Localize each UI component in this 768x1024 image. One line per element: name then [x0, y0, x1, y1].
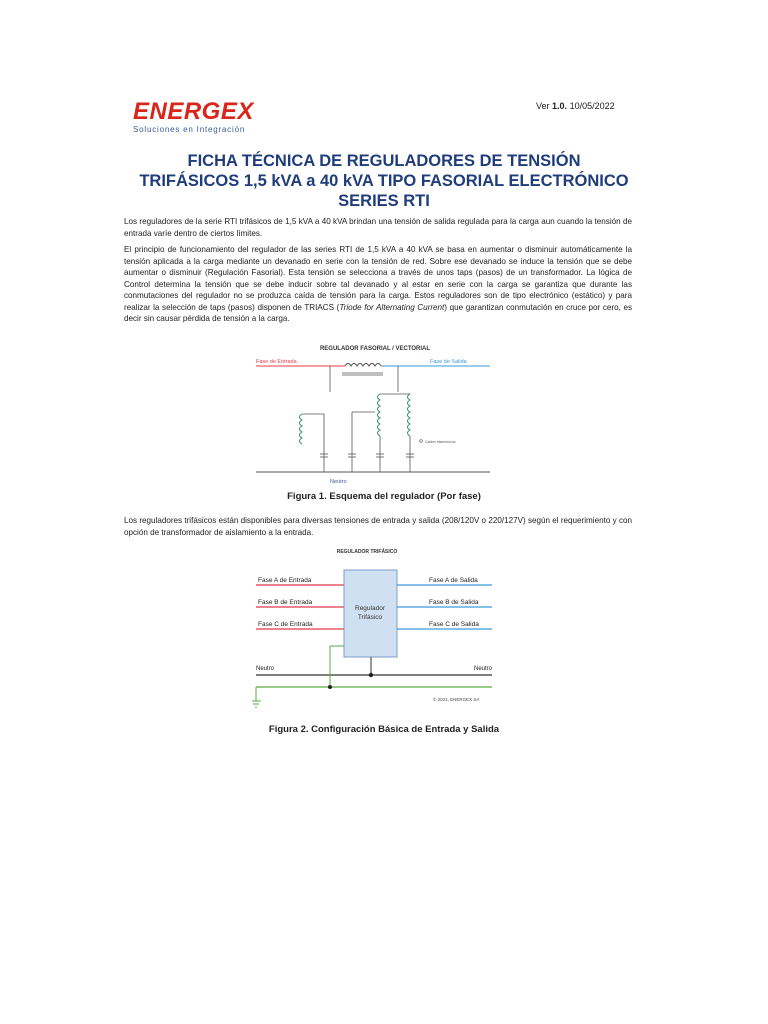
title-line-3: SERIES RTI — [338, 192, 430, 210]
figure-1-heading: REGULADOR FASORIAL / VECTORIAL — [319, 346, 431, 352]
energex-logo — [133, 100, 273, 140]
ground-junction — [328, 685, 332, 689]
neutral-label: Neutro — [330, 479, 347, 485]
figure-1-diagram — [250, 342, 500, 487]
figure-1-caption: Figura 1. Esquema del regulador (Por fase) — [287, 491, 481, 502]
output-phase-label: Fase de Salida — [430, 359, 467, 365]
page-title — [110, 151, 658, 211]
paragraph-availability: Los reguladores trifásicos están disponibles para diversas tensiones de entrada y salida (208/120V o 220/127V) según el requerimiento y con opción de transformador de aislamiento a la entrada. — [124, 516, 632, 537]
neutral-label-right: Neutro — [473, 666, 492, 672]
version-date: 10/05/2022 — [569, 101, 615, 111]
neutral-junction — [369, 673, 373, 677]
series-winding — [345, 364, 381, 367]
control-coil — [300, 414, 303, 444]
title-line-2: TRIFÁSICOS 1,5 kVA a 40 kVA TIPO FASORIAL ELECTRÓNICO — [139, 172, 629, 190]
paragraph-principle-b: ) que garantizan conmutación en cruce por cero, es decir sin causar pérdida de tensión a la carga. — [124, 302, 632, 323]
figure-2-heading: REGULADOR TRIFÁSICO — [336, 549, 398, 555]
figure-2-caption: Figura 2. Configuración Básica de Entrada y Salida — [268, 724, 500, 735]
figure-2-diagram — [252, 546, 508, 711]
input-a-label: Fase A de Entrada — [258, 577, 312, 584]
input-phase-label: Fase de Entrada — [256, 359, 297, 365]
figure-2-copyright: © 2021, ENERGEX SA — [433, 697, 480, 702]
output-c-label: Fase C de Salida — [429, 621, 479, 628]
paragraph-principle-italic: Triode for Alternating Current — [339, 302, 445, 312]
logo-wordmark: ENERGEX — [133, 98, 254, 125]
version-number: 1.0. — [552, 101, 568, 111]
regulator-box-line2: Trifásico — [357, 614, 383, 621]
title-line-1: FICHA TÉCNICA DE REGULADORES DE TENSIÓN — [187, 152, 581, 170]
tap-coil-1 — [378, 394, 381, 436]
output-b-label: Fase B de Salida — [429, 599, 479, 606]
regulator-box-line1: Regulador — [355, 605, 385, 612]
triac-switches — [320, 454, 414, 457]
input-c-label: Fase C de Entrada — [258, 621, 313, 628]
neutral-label-left: Neutro — [256, 666, 275, 672]
switch-legend-dot — [420, 440, 423, 443]
tap-coil-2 — [408, 394, 411, 436]
paragraph-principle — [124, 244, 632, 325]
input-b-label: Fase B de Entrada — [258, 599, 313, 606]
paragraph-intro: Los reguladores de la serie RTI trifásicos de 1,5 kVA a 40 kVA brindan una tensión de salida regulada para la carga aun cuando la tensión de entrada varíe dentro de ciertos límites. — [124, 217, 632, 238]
version-label — [536, 101, 615, 111]
switch-legend-label: Cables electrónicos — [425, 440, 456, 444]
ground-icon — [252, 701, 261, 707]
paragraph-principle-a: El principio de funcionamiento del regulador de las series RTI de 1,5 kVA a 40 kVA se basa en aumentar o disminuir automáticamente la tensión aplicada a la carga mediante un devanado en serie con la tensión de red. Sobre ese devanado se induce la tensión que se debe aumentar o disminuir (Regulación Fasorial). Esta tensión se selecciona a través de unos taps (pasos) de un transformador. La lógica de Control determina la tensión que se debe inducir sobre tal devanado y al estar en serie con la carga se garantiza que durante las conmutaciones del regulador no se produzca caída de tensión para la carga. Estos reguladores son de tipo electrónico (estático) y para realizar la selección de taps (pasos) disponen de TRIACS ( — [124, 245, 632, 312]
version-prefix: Ver — [536, 101, 550, 111]
output-a-label: Fase A de Salida — [429, 577, 478, 584]
logo-tagline: Soluciones en Integración — [133, 125, 246, 134]
